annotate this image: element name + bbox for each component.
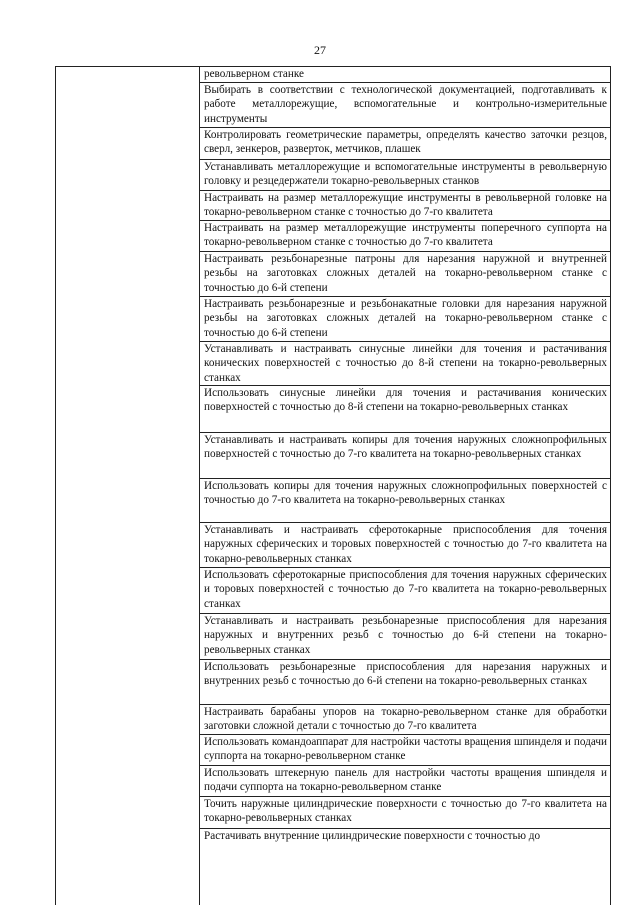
table-cell: Использовать сферотокарные приспособления для точения наружных сферических и торовых поверхностей с точностью до 7-го квалитета на токарно-револьверных станках <box>200 568 610 614</box>
table-cell: Контролировать геометрические параметры, определять качество заточки резцов, сверл, зенкеров, разверток, метчиков, плашек <box>200 128 610 160</box>
table-cell: Использовать копиры для точения наружных сложнопрофильных поверхностей с точностью до 7-го квалитета на токарно-револьверных станках <box>200 479 610 523</box>
table-cell: Использовать командоаппарат для настройки частоты вращения шпинделя и подачи суппорта на токарно-револьверном станке <box>200 735 610 766</box>
table-cell: Устанавливать и настраивать копиры для точения наружных сложнопрофильных поверхностей с точностью до 7-го квалитета на токарно-револьверных станках <box>200 433 610 479</box>
table-cell: Использовать резьбонарезные приспособления для нарезания наружных и внутренних резьб с точностью до 6-й степени на токарно-револьверных станках <box>200 660 610 705</box>
table-cell: Устанавливать и настраивать сферотокарные приспособления для точения наружных сферических и торовых поверхностей с точностью до 7-го квалитета на токарно-револьверных станках <box>200 523 610 568</box>
table-cell: Устанавливать и настраивать синусные линейки для точения и растачивания конических поверхностей с точностью до 8-й степени на токарно-револьверных станках <box>200 342 610 386</box>
table-cell: Устанавливать и настраивать резьбонарезные приспособления для нарезания наружных и внутренних резьб с точностью до 6-й степени на токарно-револьверных станках <box>200 614 610 660</box>
table-cell: Настраивать резьбонарезные и резьбонакатные головки для нарезания наружной резьбы на заготовках сложных деталей на токарно-револьверном станке с точностью до 6-й степени <box>200 297 610 342</box>
table-cell: Настраивать резьбонарезные патроны для нарезания наружной и внутренней резьбы на заготовках сложных деталей на токарно-револьверном станке с точностью до 6-й степени <box>200 252 610 297</box>
table-left-column <box>56 67 200 905</box>
table-cell: Использовать штекерную панель для настройки частоты вращения шпинделя и подачи суппорта на токарно-револьверном станке <box>200 766 610 797</box>
table-cell: револьверном станке <box>200 67 610 83</box>
table-cell: Настраивать барабаны упоров на токарно-револьверном станке для обработки заготовки сложной детали с точностью до 7-го квалитета <box>200 705 610 735</box>
page-number: 27 <box>314 43 326 57</box>
table-cell: Использовать синусные линейки для точения и растачивания конических поверхностей с точностью до 8-й степени на токарно-револьверных станках <box>200 386 610 433</box>
table-cell: Настраивать на размер металлорежущие инструменты в револьверной головке на токарно-револьверном станке с точностью до 7-го квалитета <box>200 191 610 221</box>
table-right-column <box>200 67 610 905</box>
table-cell: Устанавливать металлорежущие и вспомогательные инструменты в револьверную головку и резцедержатели токарно-револьверных станков <box>200 160 610 191</box>
requirements-table <box>55 66 611 905</box>
table-cell: Настраивать на размер металлорежущие инструменты поперечного суппорта на токарно-револьверном станке с точностью до 7-го квалитета <box>200 221 610 252</box>
table-cell: Точить наружные цилиндрические поверхности с точностью до 7-го квалитета на токарно-револьверных станках <box>200 797 610 829</box>
table-cell: Выбирать в соответствии с технологической документацией, подготавливать к работе металлорежущие, вспомогательные и контрольно-измерительные инструменты <box>200 83 610 128</box>
table-cell: Растачивать внутренние цилиндрические поверхности с точностью до <box>204 830 541 842</box>
